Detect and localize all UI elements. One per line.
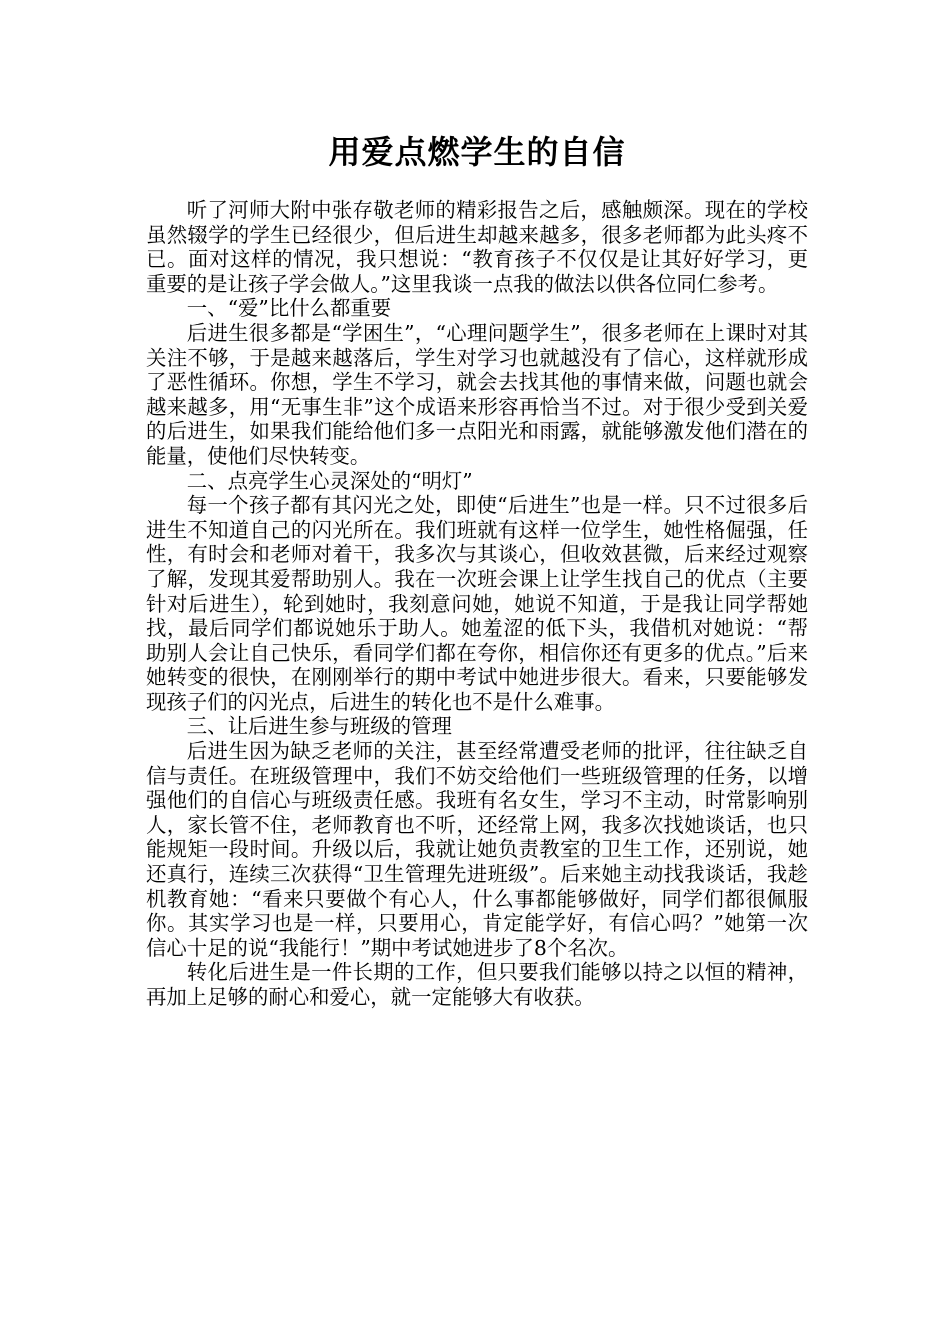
section-1-paragraph: 后进生很多都是“学困生”，“心理问题学生”，很多老师在上课时对其关注不够，于是越来越落后，学生对学习也就越没有了信心，这样就形成了恶性循环。你想，学生不学习，就会去找其他的事情来做，问题也就会越来越多，用“无事生非”这个成语来形容再恰当不过。对于很少受到关爱的后进生，如果我们能给他们多一点阳光和雨露，就能够激发他们潜在的能量，使他们尽快转变。	[146, 320, 808, 468]
intro-paragraph: 听了河师大附中张存敬老师的精彩报告之后，感触颇深。现在的学校虽然辍学的学生已经很少，但后进生却越来越多，很多老师都为此头疼不已。面对这样的情况，我只想说：“教育孩子不仅仅是让其好好学习，更重要的是让孩子学会做人。”这里我谈一点我的做法以供各位同仁参考。	[146, 198, 808, 296]
section-heading-1: 一、“爱”比什么都重要	[186, 296, 392, 321]
section-3-paragraph: 后进生因为缺乏老师的关注，甚至经常遭受老师的批评，往往缺乏自信与责任。在班级管理中，我们不妨交给他们一些班级管理的任务，以增强他们的自信心与班级责任感。我班有名女生，学习不主动，时常影响别人，家长管不住，老师教育也不听，还经常上网，我多次找她谈话，也只能规矩一段时间。升级以后，我就让她负责教室的卫生工作，还别说，她还真行，连续三次获得“卫生管理先进班级”。后来她主动找我谈话，我趁机教育她：“看来只要做个有心人，什么事都能够做好，同学们都很佩服你。其实学习也是一样，只要用心，肯定能学好，有信心吗？”她第一次信心十足的说“我能行！”期中考试她进步了8个名次。	[146, 739, 808, 960]
document-page	[146, 130, 808, 1010]
conclusion-paragraph: 转化后进生是一件长期的工作，但只要我们能够以持之以恒的精神，再加上足够的耐心和爱心，就一定能够大有收获。	[146, 960, 808, 1009]
document-body	[146, 198, 808, 1010]
section-heading-3: 三、让后进生参与班级的管理	[186, 714, 452, 739]
document-title: 用爱点燃学生的自信	[328, 133, 626, 171]
section-2-paragraph: 每一个孩子都有其闪光之处，即使“后进生”也是一样。只不过很多后进生不知道自己的闪光所在。我们班就有这样一位学生，她性格倔强，任性，有时会和老师对着干，我多次与其谈心，但收效甚微，后来经过观察了解，发现其爱帮助别人。我在一次班会课上让学生找自己的优点（主要针对后进生），轮到她时，我刻意问她，她说不知道，于是我让同学帮她找，最后同学们都说她乐于助人。她羞涩的低下头，我借机对她说：“帮助别人会让自己快乐，看同学们都在夸你，相信你还有更多的优点。”后来她转变的很快，在刚刚举行的期中考试中她进步很大。看来，只要能够发现孩子们的闪光点，后进生的转化也不是什么难事。	[146, 493, 808, 714]
section-heading-2: 二、点亮学生心灵深处的“明灯”	[186, 468, 473, 493]
